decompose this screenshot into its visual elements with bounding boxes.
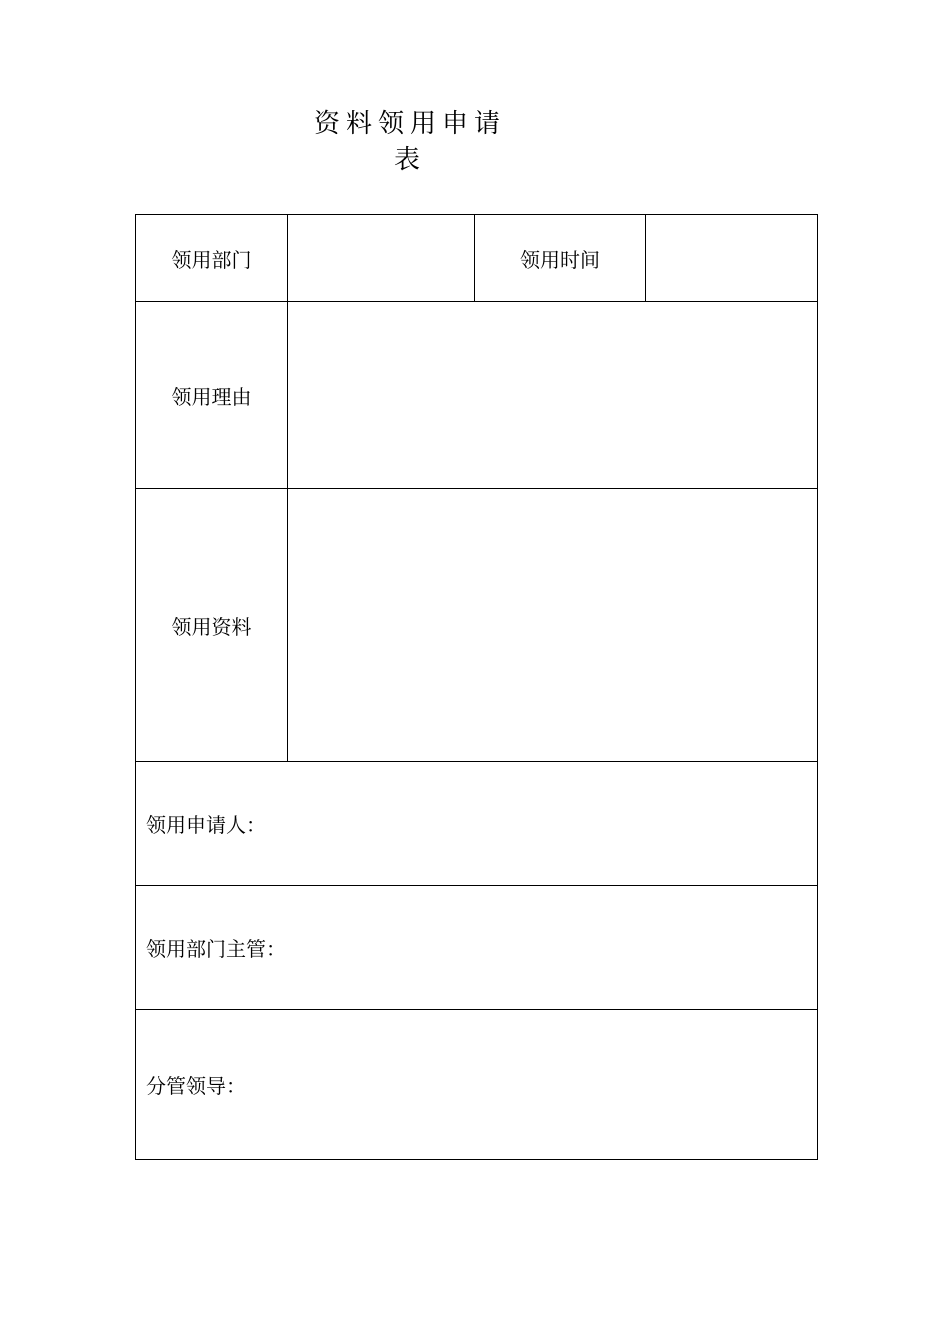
- dept-head-label: 领用部门主管：: [146, 937, 286, 961]
- row-dept-head: [136, 886, 818, 1010]
- row-applicant: [136, 762, 818, 886]
- row-dept-time: [136, 215, 818, 302]
- document-title: 资料领用申请表: [313, 109, 506, 175]
- leader-signature-field[interactable]: [136, 1010, 818, 1160]
- leader-label: 分管领导：: [146, 1074, 246, 1098]
- row-materials: [136, 489, 818, 762]
- applicant-label: 领用申请人：: [146, 813, 266, 837]
- time-label: 领用时间: [475, 215, 646, 302]
- reason-value-field[interactable]: [288, 302, 818, 489]
- applicant-signature-field[interactable]: [136, 762, 818, 886]
- dept-value-field[interactable]: [288, 215, 475, 302]
- requisition-form-table: [135, 214, 818, 1160]
- row-reason: [136, 302, 818, 489]
- row-leader: [136, 1010, 818, 1160]
- dept-label: 领用部门: [136, 215, 288, 302]
- dept-head-signature-field[interactable]: [136, 886, 818, 1010]
- time-value-field[interactable]: [646, 215, 818, 302]
- materials-label: 领用资料: [136, 489, 288, 762]
- materials-value-field[interactable]: [288, 489, 818, 762]
- reason-label: 领用理由: [136, 302, 288, 489]
